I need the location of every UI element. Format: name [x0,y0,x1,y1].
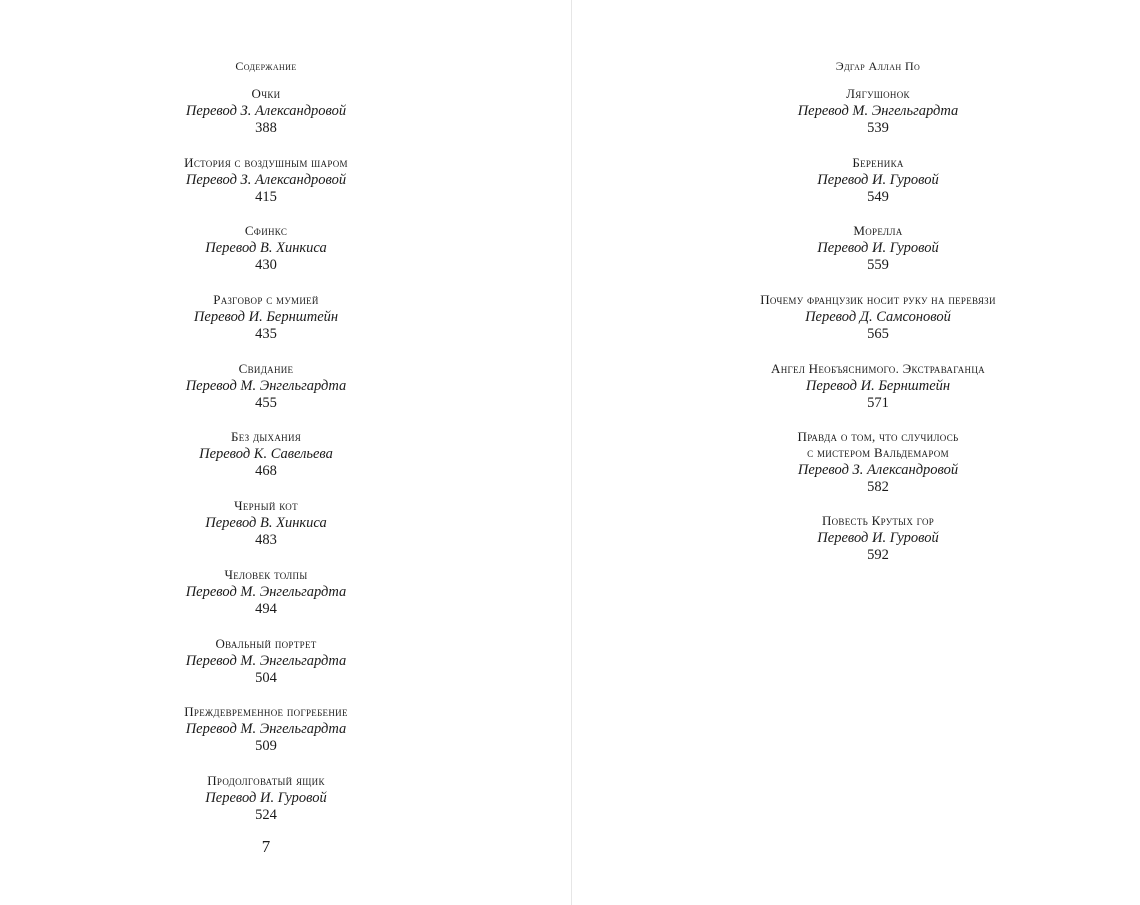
toc-entry[interactable] [86,636,446,705]
entry-page-number: 504 [255,669,277,686]
entry-title: Очки [251,86,281,101]
toc-entry[interactable] [86,704,446,773]
entry-page-number: 539 [867,120,889,136]
entry-page-number: 483 [255,532,277,549]
entry-title: История с воздушным шаром [184,154,348,170]
toc-entry[interactable] [698,86,1058,155]
entry-title [698,429,1058,461]
toc-entry[interactable] [86,498,446,567]
entry-title: Овальный портрет [215,635,317,651]
entry-translator: Перевод И. Гуровой [817,240,939,257]
running-head-right: Эдгар Аллан По [835,59,921,73]
entry-translator: Перевод И. Гуровой [817,171,939,188]
entry-translator: Перевод М. Энгельгардта [185,583,347,600]
running-head-left: Содержание [235,59,297,73]
entry-translator: Перевод И. Бернштейн [805,377,951,394]
entry-title: Лягушонок [846,86,910,101]
toc-entry[interactable] [86,567,446,636]
entry-page-number: 430 [255,257,277,274]
entry-page-number: 524 [255,806,277,823]
entry-page-number: 388 [255,120,277,136]
entry-page-number: 571 [867,394,889,411]
entry-translator: Перевод В. Хинкиса [205,515,327,532]
entry-translator: Перевод И. Бернштейн [193,309,339,326]
toc-entry[interactable] [698,429,1058,513]
entry-title: Разговор с мумией [213,292,319,308]
toc-entry[interactable] [86,429,446,498]
entry-title: Береника [852,154,904,170]
toc-entry[interactable] [86,223,446,292]
entry-page-number: 549 [867,188,889,205]
entry-page-number: 559 [867,257,889,274]
toc-entry[interactable] [698,513,1058,582]
entry-translator: Перевод М. Энгельгардта [185,652,347,669]
entry-title-line: с мистером Вальдемаром [807,445,949,461]
entry-translator: Перевод М. Энгельгардта [185,721,347,738]
entry-title: Человек толпы [224,566,308,582]
toc-entry[interactable] [86,361,446,430]
entry-title: Черный кот [234,498,298,514]
entry-translator: Перевод И. Гуровой [817,530,939,547]
entry-page-number: 582 [867,479,889,496]
entry-translator: Перевод В. Хинкиса [205,240,327,257]
page-folio: 7 [261,837,271,856]
toc-entry[interactable] [698,223,1058,292]
entry-translator: Перевод З. Александровой [797,462,959,479]
entry-title: Ангел Необъяснимого. Экстраваганца [771,360,985,376]
entry-title: Повесть Крутых гор [821,513,935,529]
entry-translator: Перевод З. Александровой [185,103,347,119]
toc-entry[interactable] [698,292,1058,361]
entry-title-line: Правда о том, что случилось [797,429,959,445]
entry-title: Свидание [238,360,294,376]
toc-right [698,86,1058,582]
entry-translator: Перевод И. Гуровой [205,789,327,806]
entry-translator: Перевод З. Александровой [185,171,347,188]
toc-entry[interactable] [86,155,446,224]
entry-page-number: 415 [255,188,277,205]
entry-title: Сфинкс [244,223,288,239]
toc-entry[interactable] [86,292,446,361]
toc-entry[interactable] [698,361,1058,430]
entry-title: Продолговатый ящик [207,772,325,788]
entry-translator: Перевод Д. Самсоновой [805,309,951,326]
entry-title: Преждевременное погребение [184,704,348,720]
toc-entry[interactable] [86,86,446,155]
entry-translator: Перевод К. Савельева [199,446,333,463]
right-page [572,0,1140,905]
entry-title: Без дыхания [230,429,302,445]
entry-page-number: 468 [255,463,277,480]
entry-translator: Перевод М. Энгельгардта [797,103,959,119]
toc-entry[interactable] [86,773,446,842]
entry-page-number: 455 [255,394,277,411]
entry-translator: Перевод М. Энгельгардта [185,377,347,394]
entry-page-number: 494 [255,600,277,617]
toc-left [86,86,446,842]
entry-page-number: 592 [867,547,889,564]
entry-page-number: 565 [867,326,889,343]
entry-title: Морелла [853,223,903,239]
entry-page-number: 509 [255,738,277,755]
entry-title: Почему французик носит руку на перевязи [760,292,996,308]
toc-entry[interactable] [698,155,1058,224]
entry-page-number: 435 [255,326,277,343]
